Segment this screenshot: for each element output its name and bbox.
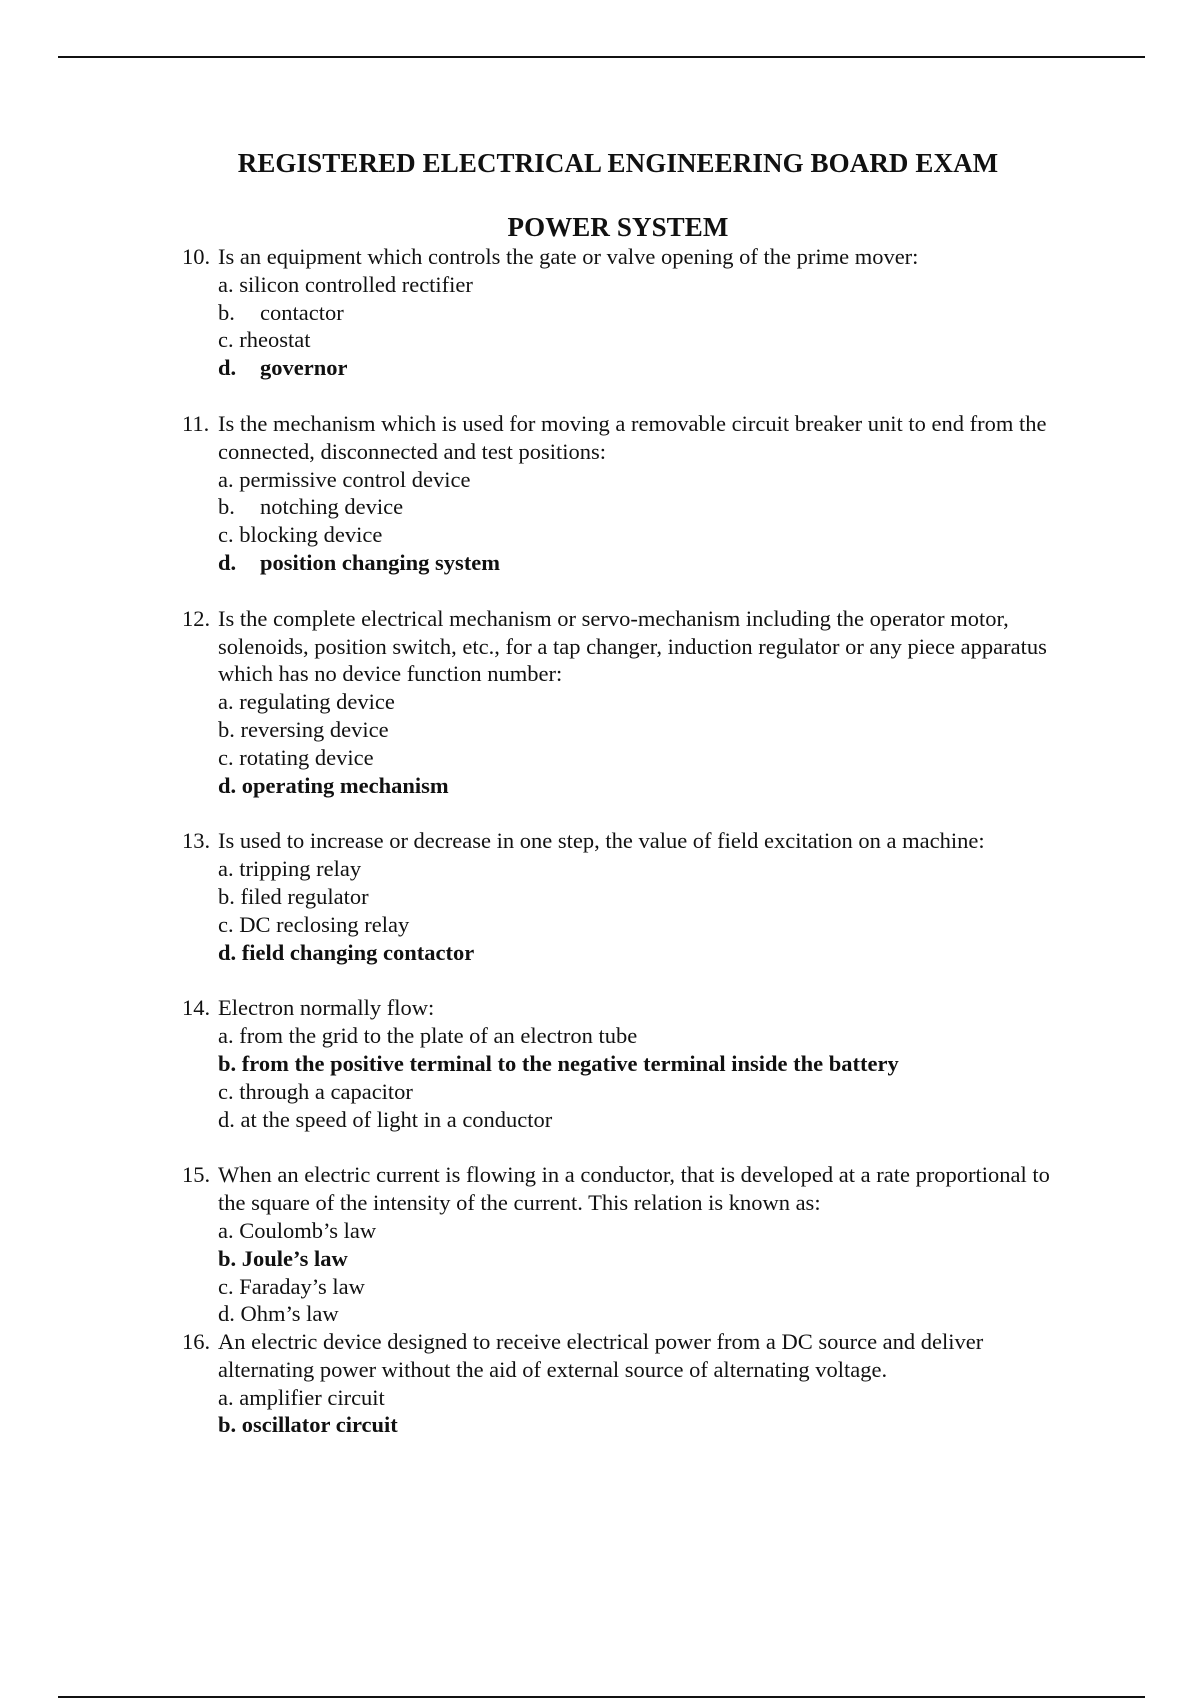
question-text: Is the complete electrical mechanism or servo-mechanism including the operator motor, solenoids, position switch, etc., for a tap changer, induction regulator or any piece apparatus which has no device function number: <box>218 605 1047 687</box>
option-a: a. from the grid to the plate of an electron tube <box>218 1023 638 1049</box>
question-15 <box>182 1161 1082 1328</box>
question-number: 16. <box>182 1329 211 1355</box>
option-a: a. silicon controlled rectifier <box>218 271 473 297</box>
question-text: Is an equipment which controls the gate or valve opening of the prime mover: <box>218 244 919 269</box>
top-rule <box>58 56 1145 58</box>
question-text: Electron normally flow: <box>218 995 435 1021</box>
option-b: b. filed regulator <box>218 883 369 909</box>
option-d-answer: d. position changing system <box>218 549 501 575</box>
question-text: An electric device designed to receive electrical power from a DC source and deliver alternating power without the aid of external source of alternating voltage. <box>218 1329 984 1382</box>
option-b: b. reversing device <box>218 716 389 742</box>
question-number: 12. <box>182 605 211 631</box>
question-number: 10. <box>182 244 211 269</box>
option-d-answer: d. governor <box>218 355 348 381</box>
option-c: c. Faraday’s law <box>218 1273 365 1299</box>
question-13 <box>182 827 1082 966</box>
question-text: When an electric current is flowing in a conductor, that is developed at a rate proportional to the square of the intensity of the current. This relation is known as: <box>218 1162 1050 1216</box>
question-text: Is used to increase or decrease in one step, the value of field excitation on a machine: <box>218 828 985 854</box>
option-c: c. rheostat <box>218 327 311 353</box>
question-14 <box>182 994 1082 1133</box>
question-number: 15. <box>182 1162 211 1188</box>
exam-subtitle: POWER SYSTEM <box>507 212 729 242</box>
option-a: a. regulating device <box>218 689 395 715</box>
option-d-answer: d. operating mechanism <box>218 772 449 798</box>
question-list <box>182 243 1082 1467</box>
question-12 <box>182 605 1082 800</box>
option-c: c. rotating device <box>218 744 374 770</box>
option-c: c. through a capacitor <box>218 1078 413 1104</box>
option-d: d. at the speed of light in a conductor <box>218 1106 553 1132</box>
option-a: a. amplifier circuit <box>218 1384 385 1410</box>
option-a: a. tripping relay <box>218 856 362 882</box>
question-16 <box>182 1328 1082 1439</box>
option-b-answer: b. from the positive terminal to the negative terminal inside the battery <box>218 1050 899 1076</box>
option-d-answer: d. field changing contactor <box>218 939 475 965</box>
question-11 <box>182 410 1082 577</box>
option-b-answer: b. oscillator circuit <box>218 1412 398 1438</box>
bottom-rule <box>58 1696 1145 1698</box>
question-number: 13. <box>182 828 211 854</box>
option-c: c. blocking device <box>218 522 383 548</box>
option-b: b. notching device <box>218 494 404 520</box>
option-c: c. DC reclosing relay <box>218 911 410 937</box>
option-a: a. permissive control device <box>218 466 471 492</box>
question-number: 14. <box>182 995 211 1021</box>
question-10 <box>182 243 1082 382</box>
exam-title: REGISTERED ELECTRICAL ENGINEERING BOARD EXAM <box>237 148 999 178</box>
question-number: 11. <box>182 410 210 436</box>
option-b-answer: b. Joule’s law <box>218 1245 348 1271</box>
option-d: d. Ohm’s law <box>218 1301 339 1327</box>
option-a: a. Coulomb’s law <box>218 1217 377 1243</box>
option-b: b. contactor <box>218 299 344 325</box>
question-text: Is the mechanism which is used for moving a removable circuit breaker unit to end from the connected, disconnected and test positions: <box>218 410 1047 464</box>
